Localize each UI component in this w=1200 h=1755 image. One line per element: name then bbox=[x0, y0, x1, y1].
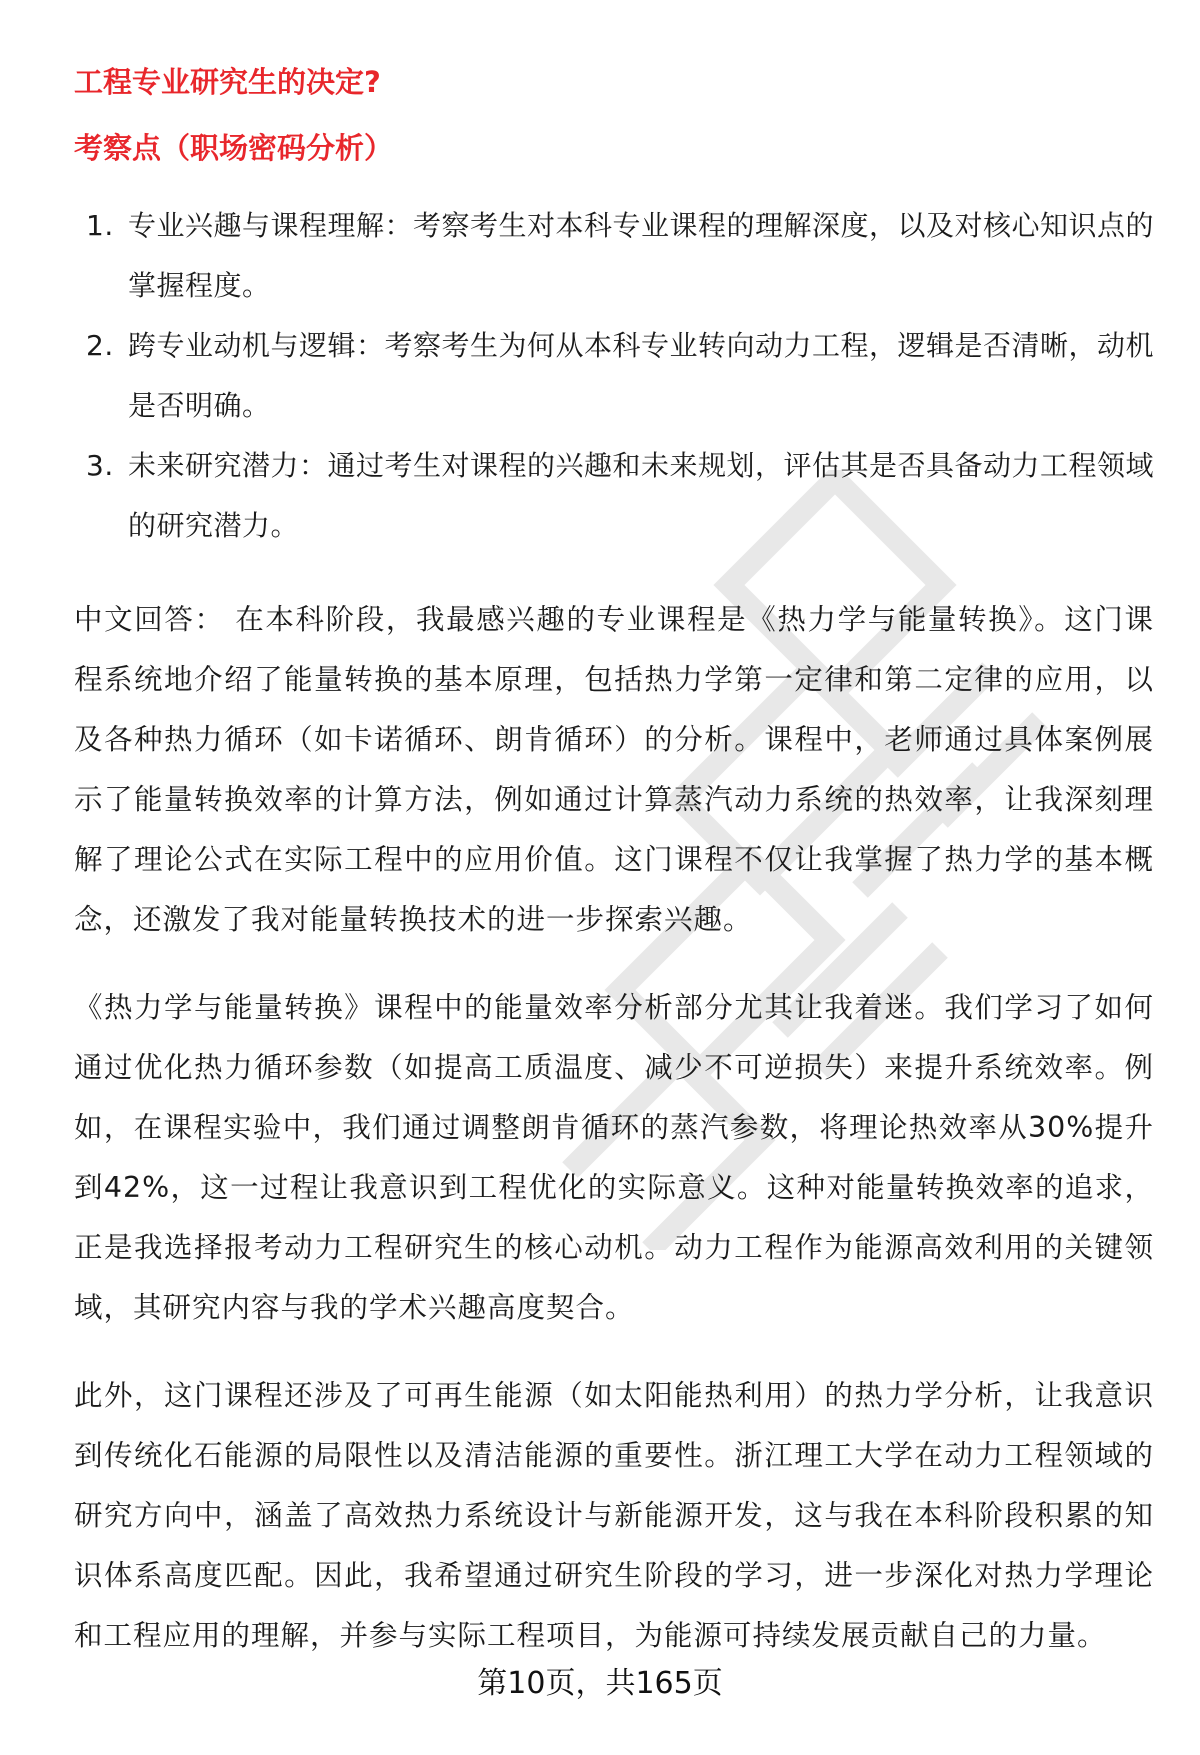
answer-paragraph: 此外，这门课程还涉及了可再生能源（如太阳能热利用）的热力学分析，让我意识到传统化石能源的局限性以及清洁能源的重要性。浙江理工大学在动力工程领域的研究方向中，涵盖了高效热力系统设计与新能源开发，这与我在本科阶段积累的知识体系高度匹配。因此，我希望通过研究生阶段的学习，进一步深化对热力学理论和工程应用的理解，并参与实际工程项目，为能源可持续发展贡献自己的力量。 bbox=[74, 1379, 1154, 1652]
list-item bbox=[74, 316, 1154, 436]
answer-paragraph: 中文回答： 在本科阶段，我最感兴趣的专业课程是《热力学与能量转换》。这门课程系统地介绍了能量转换的基本原理，包括热力学第一定律和第二定律的应用，以及各种热力循环（如卡诺循环、朗肯循环）的分析。课程中，老师通过具体案例展示了能量转换效率的计算方法，例如通过计算蒸汽动力系统的热效率，让我深刻理解了理论公式在实际工程中的应用价值。这门课程不仅让我掌握了热力学的基本概念，还激发了我对能量转换技术的进一步探索兴趣。 bbox=[74, 603, 1154, 936]
list-item-number: 3. bbox=[86, 449, 114, 482]
assessment-points-list bbox=[74, 196, 1154, 556]
list-item-text: 未来研究潜力：通过考生对课程的兴趣和未来规划，评估其是否具备动力工程领域的研究潜力。 bbox=[128, 449, 1155, 542]
list-item-number: 1. bbox=[86, 209, 114, 242]
list-item-text: 专业兴趣与课程理解：考察考生对本科专业课程的理解深度，以及对核心知识点的掌握程度。 bbox=[128, 209, 1155, 302]
list-item-text: 跨专业动机与逻辑：考察考生为何从本科专业转向动力工程，逻辑是否清晰，动机是否明确。 bbox=[128, 329, 1155, 422]
document-body bbox=[74, 56, 1154, 1666]
list-item bbox=[74, 436, 1154, 556]
page-number-footer: 第10页，共165页 bbox=[477, 1666, 723, 1701]
list-item bbox=[74, 196, 1154, 316]
list-item-number: 2. bbox=[86, 329, 114, 362]
question-title: 工程专业研究生的决定? bbox=[74, 65, 381, 99]
section-heading: 考察点（职场密码分析） bbox=[74, 131, 394, 165]
answer-paragraph: 《热力学与能量转换》课程中的能量效率分析部分尤其让我着迷。我们学习了如何通过优化热力循环参数（如提高工质温度、减少不可逆损失）来提升系统效率。例如，在课程实验中，我们通过调整朗肯循环的蒸汽参数，将理论热效率从30%提升到42%，这一过程让我意识到工程优化的实际意义。这种对能量转换效率的追求，正是我选择报考动力工程研究生的核心动机。动力工程作为能源高效利用的关键领域，其研究内容与我的学术兴趣高度契合。 bbox=[74, 991, 1154, 1324]
